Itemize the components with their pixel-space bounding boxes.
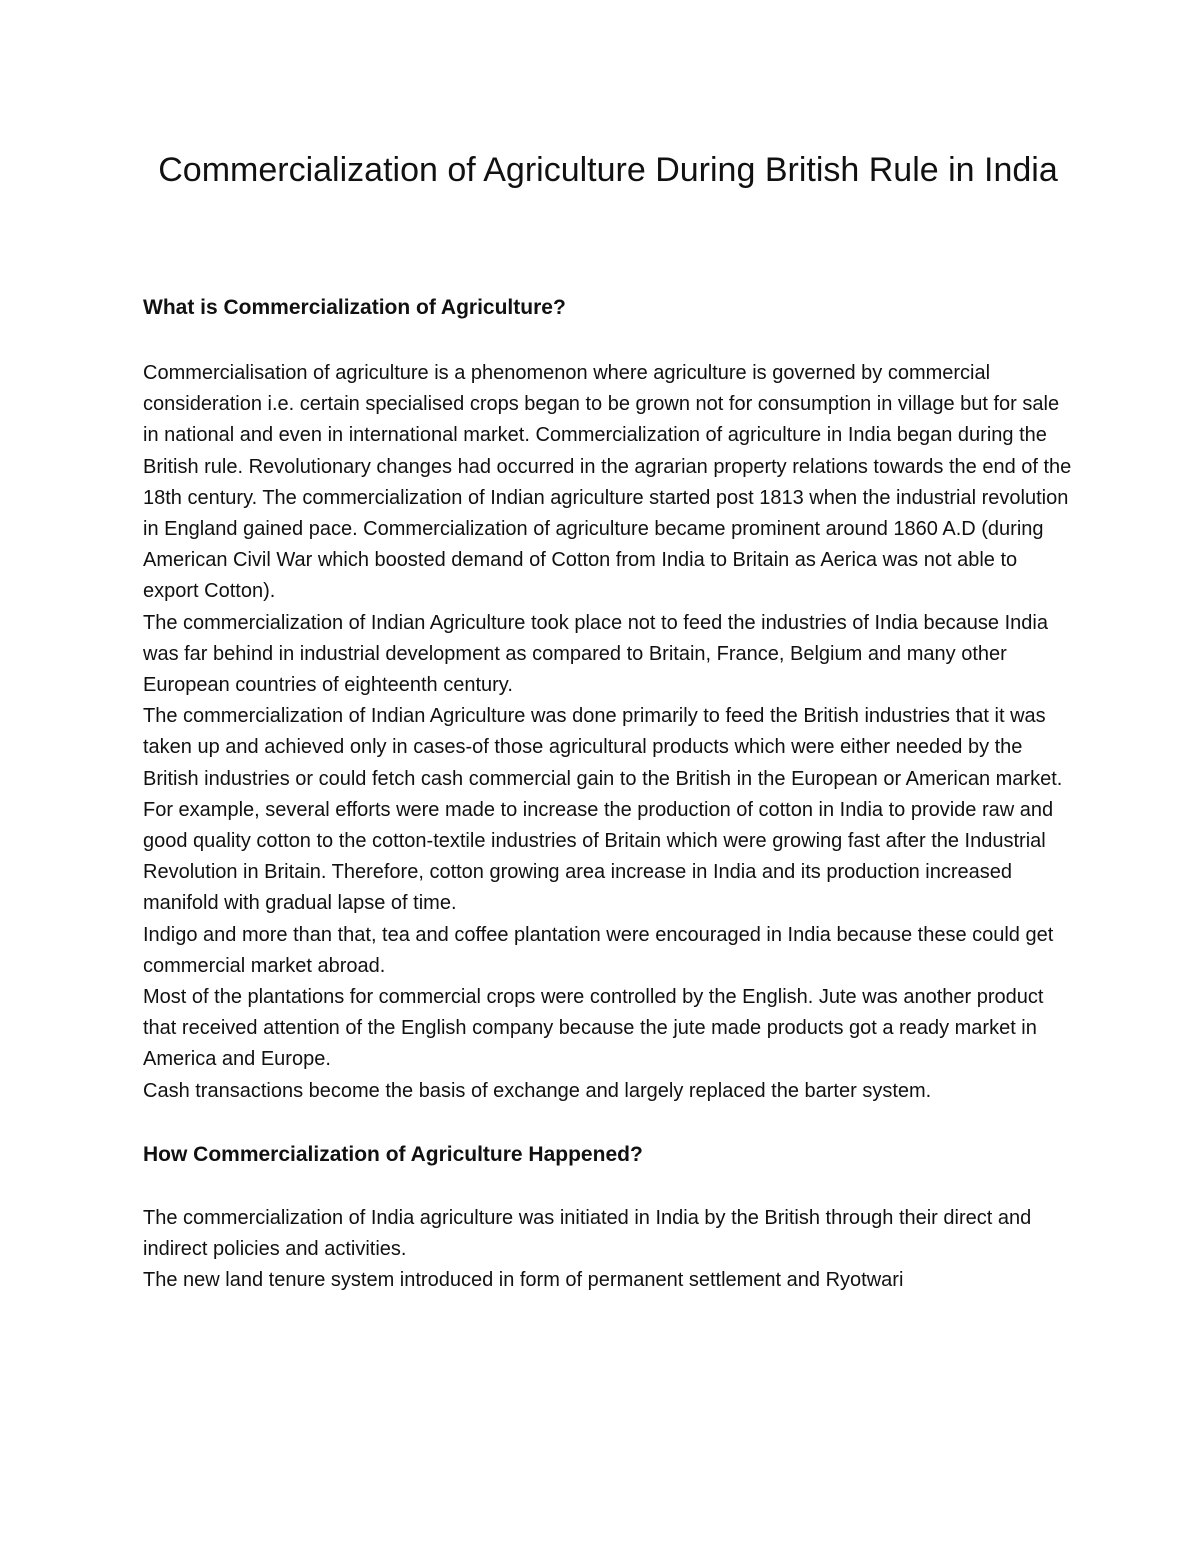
paragraph: Indigo and more than that, tea and coffee plantation were encouraged in India because these could get commercial market abroad. <box>143 923 1054 977</box>
document-page <box>143 140 1073 1296</box>
paragraph: The commercialization of India agriculture was initiated in India by the British through their direct and indirect policies and activities. <box>143 1206 1032 1261</box>
section-body-how-happened <box>143 1203 1073 1297</box>
paragraph: The new land tenure system introduced in form of permanent settlement and Ryotwari <box>143 1269 904 1292</box>
section-body-what-is <box>143 358 1073 1107</box>
paragraph: The commercialization of Indian Agriculture took place not to feed the industries of India because India was far behind in industrial development as compared to Britain, France, Belgium and many other European countries of eighteenth century. <box>143 611 1048 697</box>
paragraph: The commercialization of Indian Agriculture was done primarily to feed the British industries that it was taken up and achieved only in cases-of those agricultural products which were either needed by the British industries or could fetch cash commercial gain to the British in the European or American market. <box>143 705 1063 790</box>
paragraph: Cash transactions become the basis of exchange and largely replaced the barter system. <box>143 1079 932 1102</box>
section-heading-how-happened: How Commercialization of Agriculture Happened? <box>143 1142 643 1166</box>
section-heading-what-is: What is Commercialization of Agriculture? <box>143 296 566 319</box>
section-how-happened <box>143 1139 1073 1297</box>
paragraph: Commercialisation of agriculture is a phenomenon where agriculture is governed by commercial consideration i.e. certain specialised crops began to be grown not for consumption in village but for sale in national and even in international market. Commercialization of agriculture in India began during the British rule. Revolutionary changes had occurred in the agrarian property relations towards the end of the 18th century. The commercialization of Indian agriculture started post 1813 when the industrial revolution in England gained pace. Commercialization of agriculture became prominent around 1860 A.D (during American Civil War which boosted demand of Cotton from India to Britain as Aerica was not able to export Cotton). <box>143 362 1072 603</box>
paragraph: Most of the plantations for commercial crops were controlled by the English. Jute was another product that received attention of the English company because the jute made products got a ready market in America and Europe. <box>143 986 1044 1071</box>
section-what-is <box>143 292 1073 1107</box>
document-title: Commercialization of Agriculture During British Rule in India <box>158 151 1058 189</box>
paragraph: For example, several efforts were made to increase the production of cotton in India to provide raw and good quality cotton to the cotton-textile industries of Britain which were growing fast after the Industrial Revolution in Britain. Therefore, cotton growing area increase in India and its production increased manifold with gradual lapse of time. <box>143 798 1054 915</box>
